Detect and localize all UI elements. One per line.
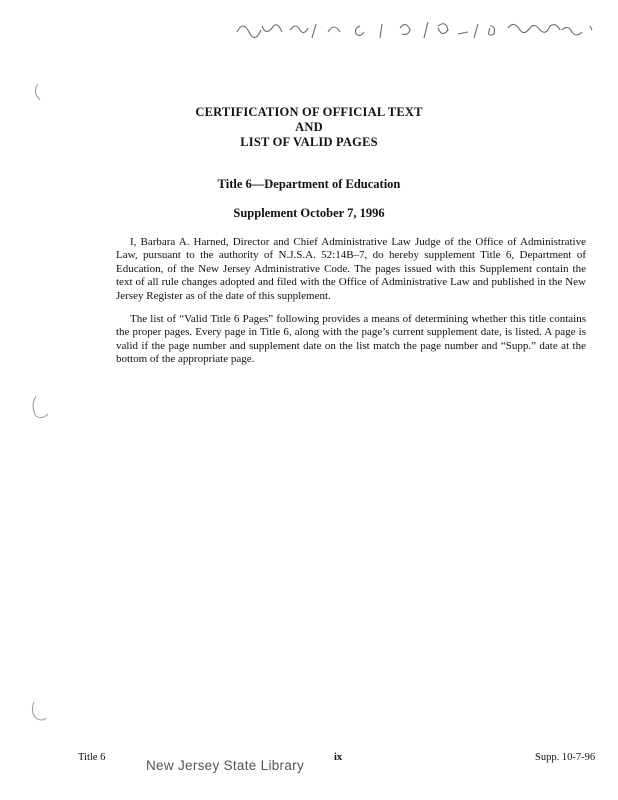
handwriting-scribble [232, 14, 602, 44]
punch-hole-mark [28, 700, 52, 726]
certification-paragraph: I, Barbara A. Harned, Director and Chief Administrative Law Judge of the Office of Administrative Law, pursuant to the authority of N.J.S.A. 52:14B–7, do hereby supplement Title 6, Department of Education, of the New Jersey Administrative Code. The pages issued with this Supplement contain the text of all rule changes adopted and filed with the Office of Administrative Law and published in the New Jersey Register as of the date of this supplement. [116, 236, 586, 302]
supplement-date: Supplement October 7, 1996 [233, 206, 385, 220]
footer-supplement-date: Supp. 10-7-96 [535, 752, 596, 763]
title-subject: Title 6—Department of Education [217, 177, 401, 191]
title-line-1: CERTIFICATION OF OFFICIAL TEXT [195, 105, 423, 119]
title-line-3: LIST OF VALID PAGES [240, 135, 378, 149]
certification-title [0, 105, 618, 150]
punch-hole-mark [30, 82, 50, 102]
library-stamp: New Jersey State Library [146, 758, 305, 773]
punch-hole-mark [28, 394, 52, 424]
handwritten-annotation [232, 14, 602, 44]
page-number: ix [334, 752, 343, 763]
valid-pages-paragraph: The list of “Valid Title 6 Pages” following provides a means of determining whether this title contains the proper pages. Every page in Title 6, along with the page’s current supplement date, is listed. A page is valid if the page number and supplement date on the list match the page number and “Supp.” date at the bottom of the appropriate page. [116, 313, 586, 366]
footer-title: Title 6 [78, 752, 106, 763]
title-line-2: AND [295, 120, 323, 134]
